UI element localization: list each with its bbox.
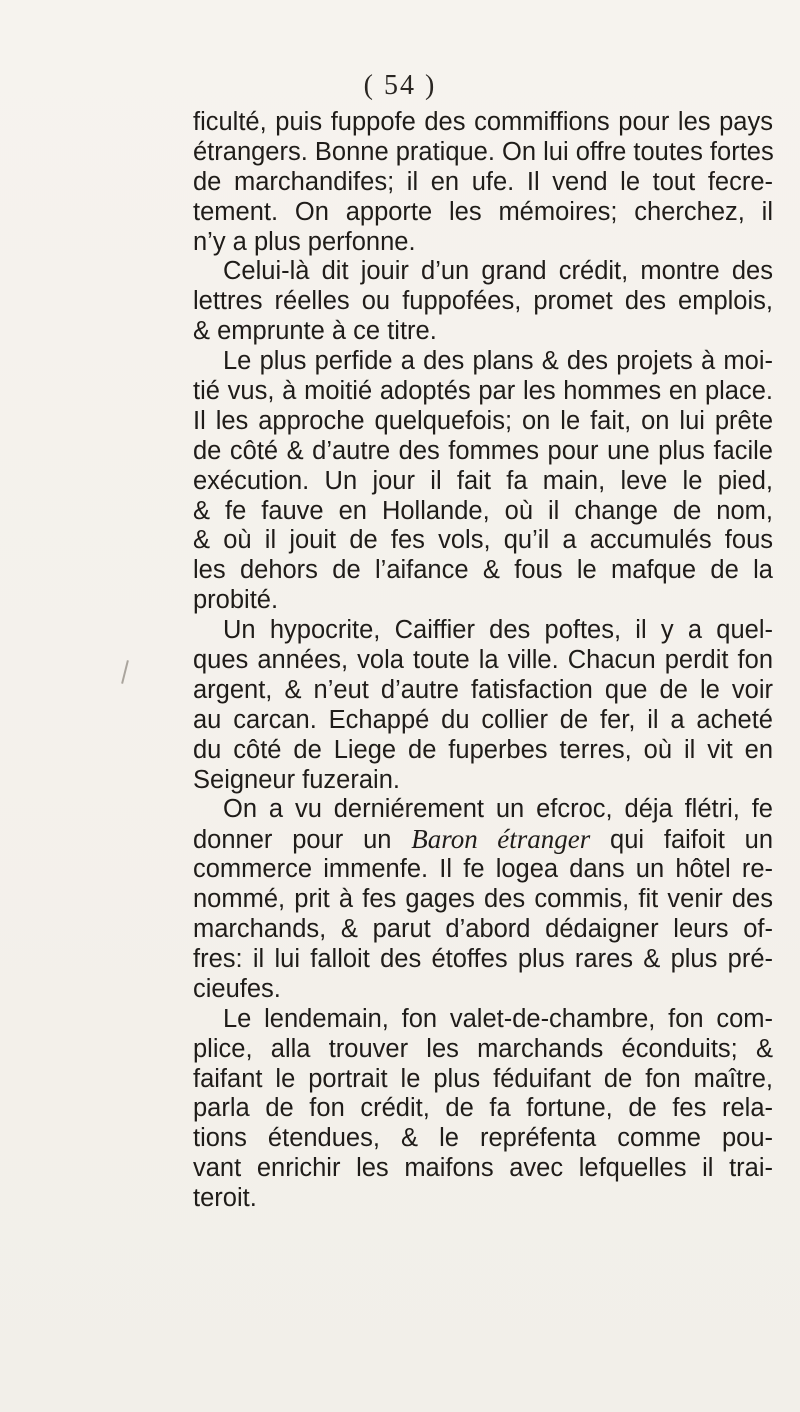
text-line: Seigneur fuzerain. — [193, 765, 400, 794]
page-number: ( 54 ) — [363, 70, 437, 101]
text-line: commerce immenfe. Il fe logea dans un hôtel re- — [193, 855, 773, 884]
text-run: donner pour un — [193, 826, 412, 855]
text-line: Le lendemain, fon valet-de-chambre, fon com- — [223, 1004, 773, 1033]
text-line: Il les approche quelquefois; on le fait, on lui prête — [193, 406, 773, 435]
text-line: exécution. Un jour il fait fa main, leve le pied, — [193, 466, 773, 495]
margin-pencil-mark — [121, 660, 129, 684]
text-line: vant enrichir les maifons avec lefquelles il trai- — [193, 1154, 773, 1183]
text-line: du côté de Liege de fuperbes terres, où il vit en — [193, 735, 773, 764]
text-line: cieufes. — [193, 974, 281, 1003]
text-line: argent, & n’eut d’autre fatisfaction que de le voir — [193, 675, 773, 704]
text-line: fres: il lui falloit des étoffes plus rares & plus pré- — [193, 944, 773, 973]
text-line: & emprunte à ce titre. — [193, 317, 437, 346]
text-line: étrangers. Bonne pratique. On lui offre toutes fortes — [193, 137, 774, 166]
text-line: lettres réelles ou fuppofées, promet des emplois, — [193, 287, 773, 316]
body-text — [193, 108, 773, 1214]
text-line: marchands, & parut d’abord dédaigner leurs of- — [193, 915, 773, 944]
text-run: qui faifoit un — [590, 826, 773, 855]
text-line: Le plus perfide a des plans & des projets à moi- — [223, 347, 773, 376]
text-line: nommé, prit à fes gages des commis, fit venir des — [193, 885, 773, 914]
text-line: Celui-là dit jouir d’un grand crédit, montre des — [223, 257, 773, 286]
text-line: les dehors de l’aifance & fous le mafque de la — [193, 556, 773, 585]
text-line: parla de fon crédit, de fa fortune, de fes rela- — [193, 1094, 773, 1123]
italic-title-run: Baron étranger — [411, 824, 591, 855]
text-line: tié vus, à moitié adoptés par les hommes en place. — [193, 377, 773, 406]
text-line: de côté & d’autre des fommes pour une plus facile — [193, 436, 773, 465]
text-line: Un hypocrite, Caiffier des poftes, il y a quel- — [223, 616, 773, 645]
text-line: au carcan. Echappé du collier de fer, il a acheté — [193, 705, 773, 734]
text-line: faifant le portrait le plus féduifant de fon maître, — [193, 1064, 773, 1093]
text-line — [193, 825, 773, 855]
text-line: probité. — [193, 586, 279, 615]
text-line: On a vu derniérement un efcroc, déja flétri, fe — [223, 795, 773, 824]
text-line: teroit. — [193, 1184, 257, 1213]
text-line: plice, alla trouver les marchands éconduits; & — [193, 1034, 773, 1063]
text-line: n’y a plus perfonne. — [193, 227, 416, 256]
text-line: & fe fauve en Hollande, où il change de nom, — [193, 496, 773, 525]
text-line: & où il jouit de fes vols, qu’il a accumulés fous — [193, 526, 773, 555]
text-line: tement. On apporte les mémoires; cherchez, il — [193, 197, 773, 226]
text-line: ficulté, puis fuppofe des commiffions pour les pays — [193, 108, 773, 136]
text-line: ques années, vola toute la ville. Chacun perdit fon — [193, 646, 773, 675]
text-line: tions étendues, & le repréfenta comme pou- — [193, 1124, 773, 1153]
text-line: de marchandifes; il en ufe. Il vend le tout fecre- — [193, 167, 773, 196]
